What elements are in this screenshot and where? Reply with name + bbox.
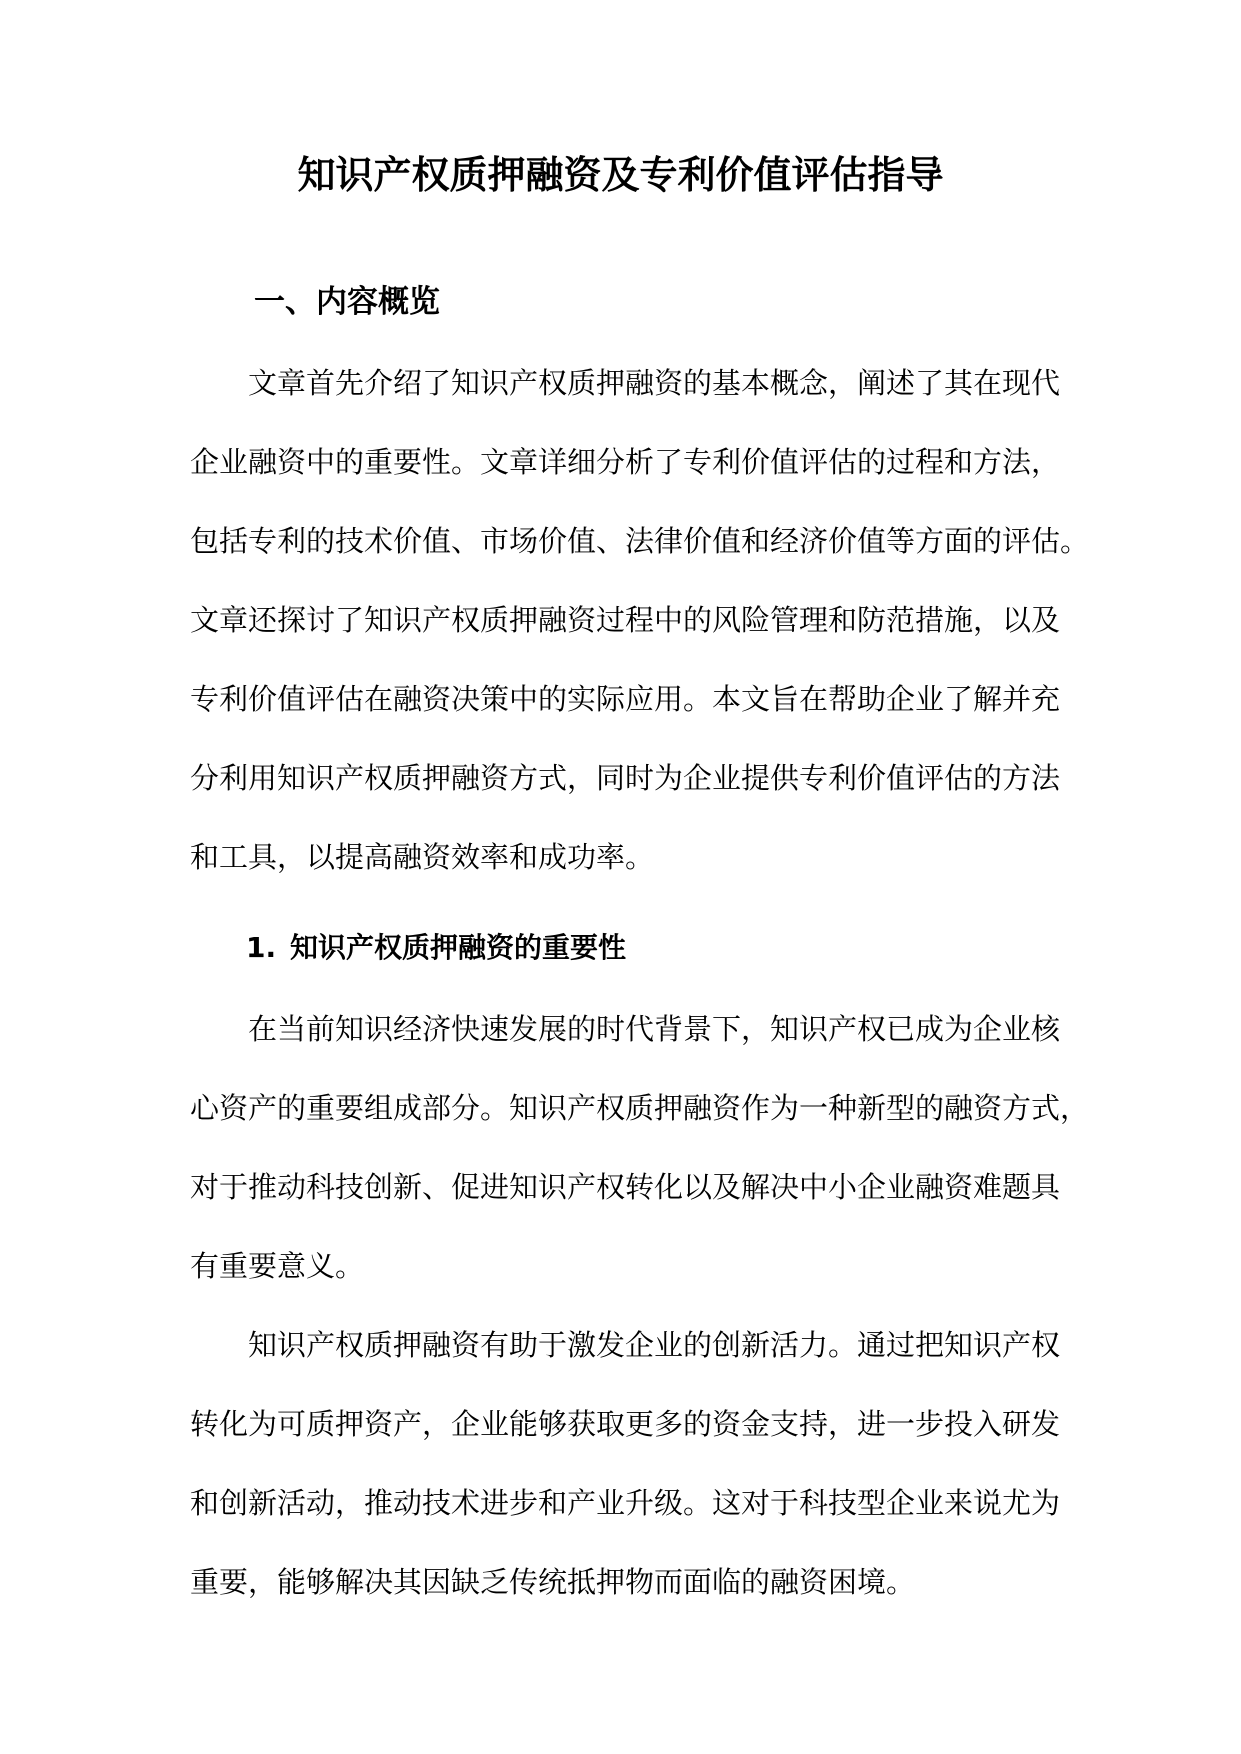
paragraph-line: 和创新活动，推动技术进步和产业升级。这对于科技型企业来说尤为 [190, 1486, 1061, 1520]
section-heading-overview: 一、内容概览 [254, 284, 440, 320]
paragraph-line: 心资产的重要组成部分。知识产权质押融资作为一种新型的融资方式， [190, 1091, 1090, 1125]
paragraph-line: 文章还探讨了知识产权质押融资过程中的风险管理和防范措施，以及 [190, 603, 1061, 637]
paragraph-line: 专利价值评估在融资决策中的实际应用。本文旨在帮助企业了解并充 [190, 682, 1061, 716]
paragraph-line: 对于推动科技创新、促进知识产权转化以及解决中小企业融资难题具 [190, 1170, 1061, 1204]
paragraph-line: 和工具，以提高融资效率和成功率。 [190, 840, 655, 874]
paragraph-line: 文章首先介绍了知识产权质押融资的基本概念，阐述了其在现代 [248, 366, 1061, 400]
importance-paragraph-2 [190, 1306, 1061, 1622]
importance-paragraph-1 [190, 990, 1090, 1306]
document-title: 知识产权质押融资及专利价值评估指导 [297, 153, 944, 197]
paragraph-line: 在当前知识经济快速发展的时代背景下，知识产权已成为企业核 [248, 1012, 1061, 1046]
paragraph-line: 知识产权质押融资有助于激发企业的创新活力。通过把知识产权 [248, 1328, 1061, 1362]
subsection-heading-importance [246, 928, 626, 968]
paragraph-line: 转化为可质押资产，企业能够获取更多的资金支持，进一步投入研发 [190, 1407, 1061, 1441]
paragraph-line: 重要，能够解决其因缺乏传统抵押物而面临的融资困境。 [190, 1565, 916, 1599]
subsection-number: 1. [246, 931, 277, 964]
paragraph-line: 分利用知识产权质押融资方式，同时为企业提供专利价值评估的方法 [190, 761, 1061, 795]
paragraph-line: 有重要意义。 [190, 1249, 365, 1283]
subsection-title: 知识产权质押融资的重要性 [290, 931, 627, 964]
paragraph-line: 企业融资中的重要性。文章详细分析了专利价值评估的过程和方法， [190, 445, 1061, 479]
overview-paragraph [190, 344, 1090, 897]
paragraph-line: 包括专利的技术价值、市场价值、法律价值和经济价值等方面的评估。 [190, 524, 1090, 558]
